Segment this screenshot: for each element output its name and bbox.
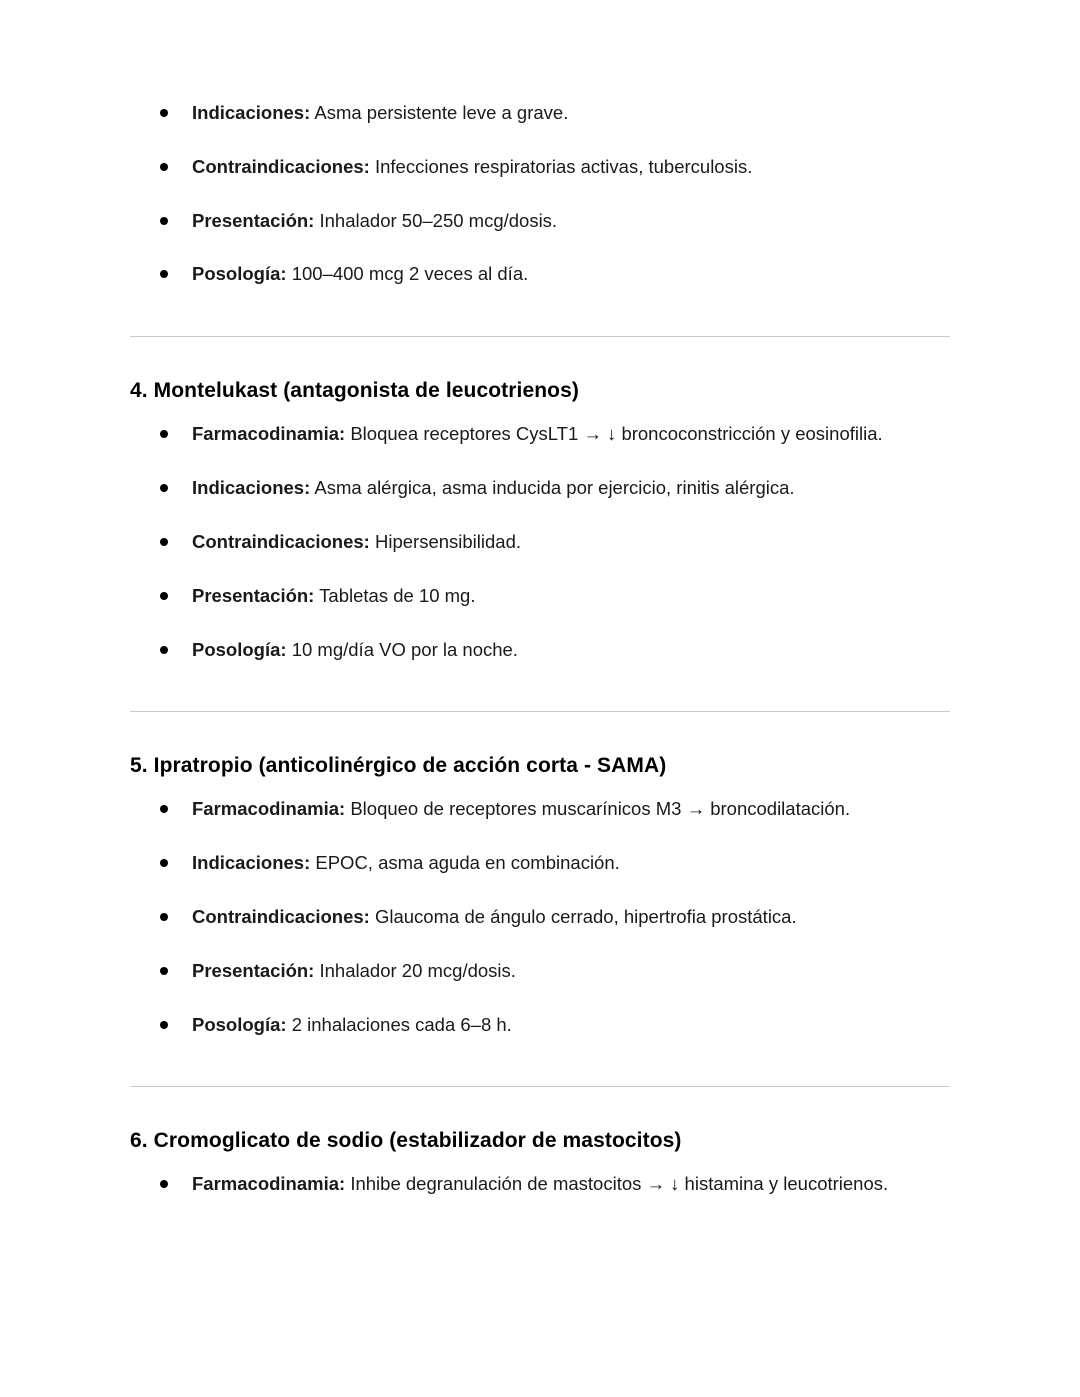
list-item-text: 100–400 mcg 2 veces al día. — [286, 263, 529, 285]
bullet-list — [130, 421, 950, 663]
bullet-dot-icon — [160, 967, 168, 975]
list-item-label: Contraindicaciones: — [192, 155, 370, 177]
list-item-text: EPOC, asma aguda en combinación. — [310, 852, 620, 874]
section-divider — [130, 336, 950, 337]
list-item — [130, 796, 950, 823]
list-item — [130, 904, 950, 931]
list-item — [130, 850, 950, 877]
list-item — [130, 261, 950, 288]
list-item — [130, 154, 950, 181]
list-item-text: Infecciones respiratorias activas, tuberculosis. — [369, 155, 753, 177]
list-item-label: Farmacodinamia: — [192, 423, 346, 445]
bullet-dot-icon — [160, 646, 168, 654]
section-heading: 5. Ipratropio (anticolinérgico de acción corta - SAMA) — [130, 754, 667, 778]
list-item-label: Farmacodinamia: — [192, 1173, 346, 1195]
bullet-dot-icon — [160, 913, 168, 921]
list-item — [130, 529, 950, 556]
list-item-label: Posología: — [192, 1013, 287, 1035]
bullet-dot-icon — [160, 1180, 168, 1188]
section-continued-list — [130, 100, 950, 288]
bullet-dot-icon — [160, 163, 168, 171]
section-heading: 4. Montelukast (antagonista de leucotrienos) — [130, 379, 579, 403]
section-cromoglicato — [130, 1129, 950, 1198]
bullet-dot-icon — [160, 859, 168, 867]
list-item-text: Bloqueo de receptores muscarínicos M3 → broncodilatación. — [345, 798, 851, 820]
list-item-text: 10 mg/día VO por la noche. — [286, 638, 518, 660]
list-item-label: Contraindicaciones: — [192, 530, 370, 552]
bullet-dot-icon — [160, 217, 168, 225]
list-item-text: 2 inhalaciones cada 6–8 h. — [286, 1013, 512, 1035]
list-item — [130, 637, 950, 664]
bullet-dot-icon — [160, 592, 168, 600]
bullet-list — [130, 100, 950, 288]
list-item-text: Inhalador 50–250 mcg/dosis. — [314, 209, 558, 231]
section-divider — [130, 711, 950, 712]
list-item — [130, 1171, 950, 1198]
list-item-text: Hipersensibilidad. — [369, 530, 522, 552]
list-item — [130, 421, 950, 448]
list-item — [130, 475, 950, 502]
list-item-text: Inhibe degranulación de mastocitos → ↓ histamina y leucotrienos. — [345, 1173, 889, 1195]
list-item-label: Indicaciones: — [192, 102, 311, 123]
list-item-text: Bloquea receptores CysLT1 → ↓ broncoconstricción y eosinofilia. — [345, 423, 883, 445]
section-ipratropio — [130, 754, 950, 1038]
list-item-label: Posología: — [192, 263, 287, 285]
bullet-list — [130, 796, 950, 1038]
list-item-label: Farmacodinamia: — [192, 798, 346, 820]
bullet-dot-icon — [160, 109, 168, 117]
bullet-dot-icon — [160, 270, 168, 278]
list-item-label: Posología: — [192, 638, 287, 660]
list-item — [130, 100, 950, 127]
bullet-dot-icon — [160, 538, 168, 546]
list-item-label: Presentación: — [192, 584, 315, 606]
bullet-dot-icon — [160, 484, 168, 492]
list-item-text: Asma persistente leve a grave. — [310, 102, 569, 123]
list-item — [130, 583, 950, 610]
list-item-text: Inhalador 20 mcg/dosis. — [314, 959, 516, 981]
list-item-label: Indicaciones: — [192, 477, 311, 499]
list-item-text: Asma alérgica, asma inducida por ejercicio, rinitis alérgica. — [310, 477, 795, 499]
section-divider — [130, 1086, 950, 1087]
list-item — [130, 1012, 950, 1039]
bullet-dot-icon — [160, 805, 168, 813]
bullet-dot-icon — [160, 1021, 168, 1029]
list-item-label: Contraindicaciones: — [192, 905, 370, 927]
bullet-dot-icon — [160, 430, 168, 438]
list-item — [130, 208, 950, 235]
list-item-label: Presentación: — [192, 209, 315, 231]
list-item-label: Presentación: — [192, 959, 315, 981]
list-item-text: Tabletas de 10 mg. — [314, 584, 476, 606]
list-item — [130, 958, 950, 985]
list-item-text: Glaucoma de ángulo cerrado, hipertrofia prostática. — [369, 905, 797, 927]
bullet-list — [130, 1171, 950, 1198]
list-item-label: Indicaciones: — [192, 852, 311, 874]
section-heading: 6. Cromoglicato de sodio (estabilizador de mastocitos) — [130, 1129, 682, 1153]
section-montelukast — [130, 379, 950, 663]
